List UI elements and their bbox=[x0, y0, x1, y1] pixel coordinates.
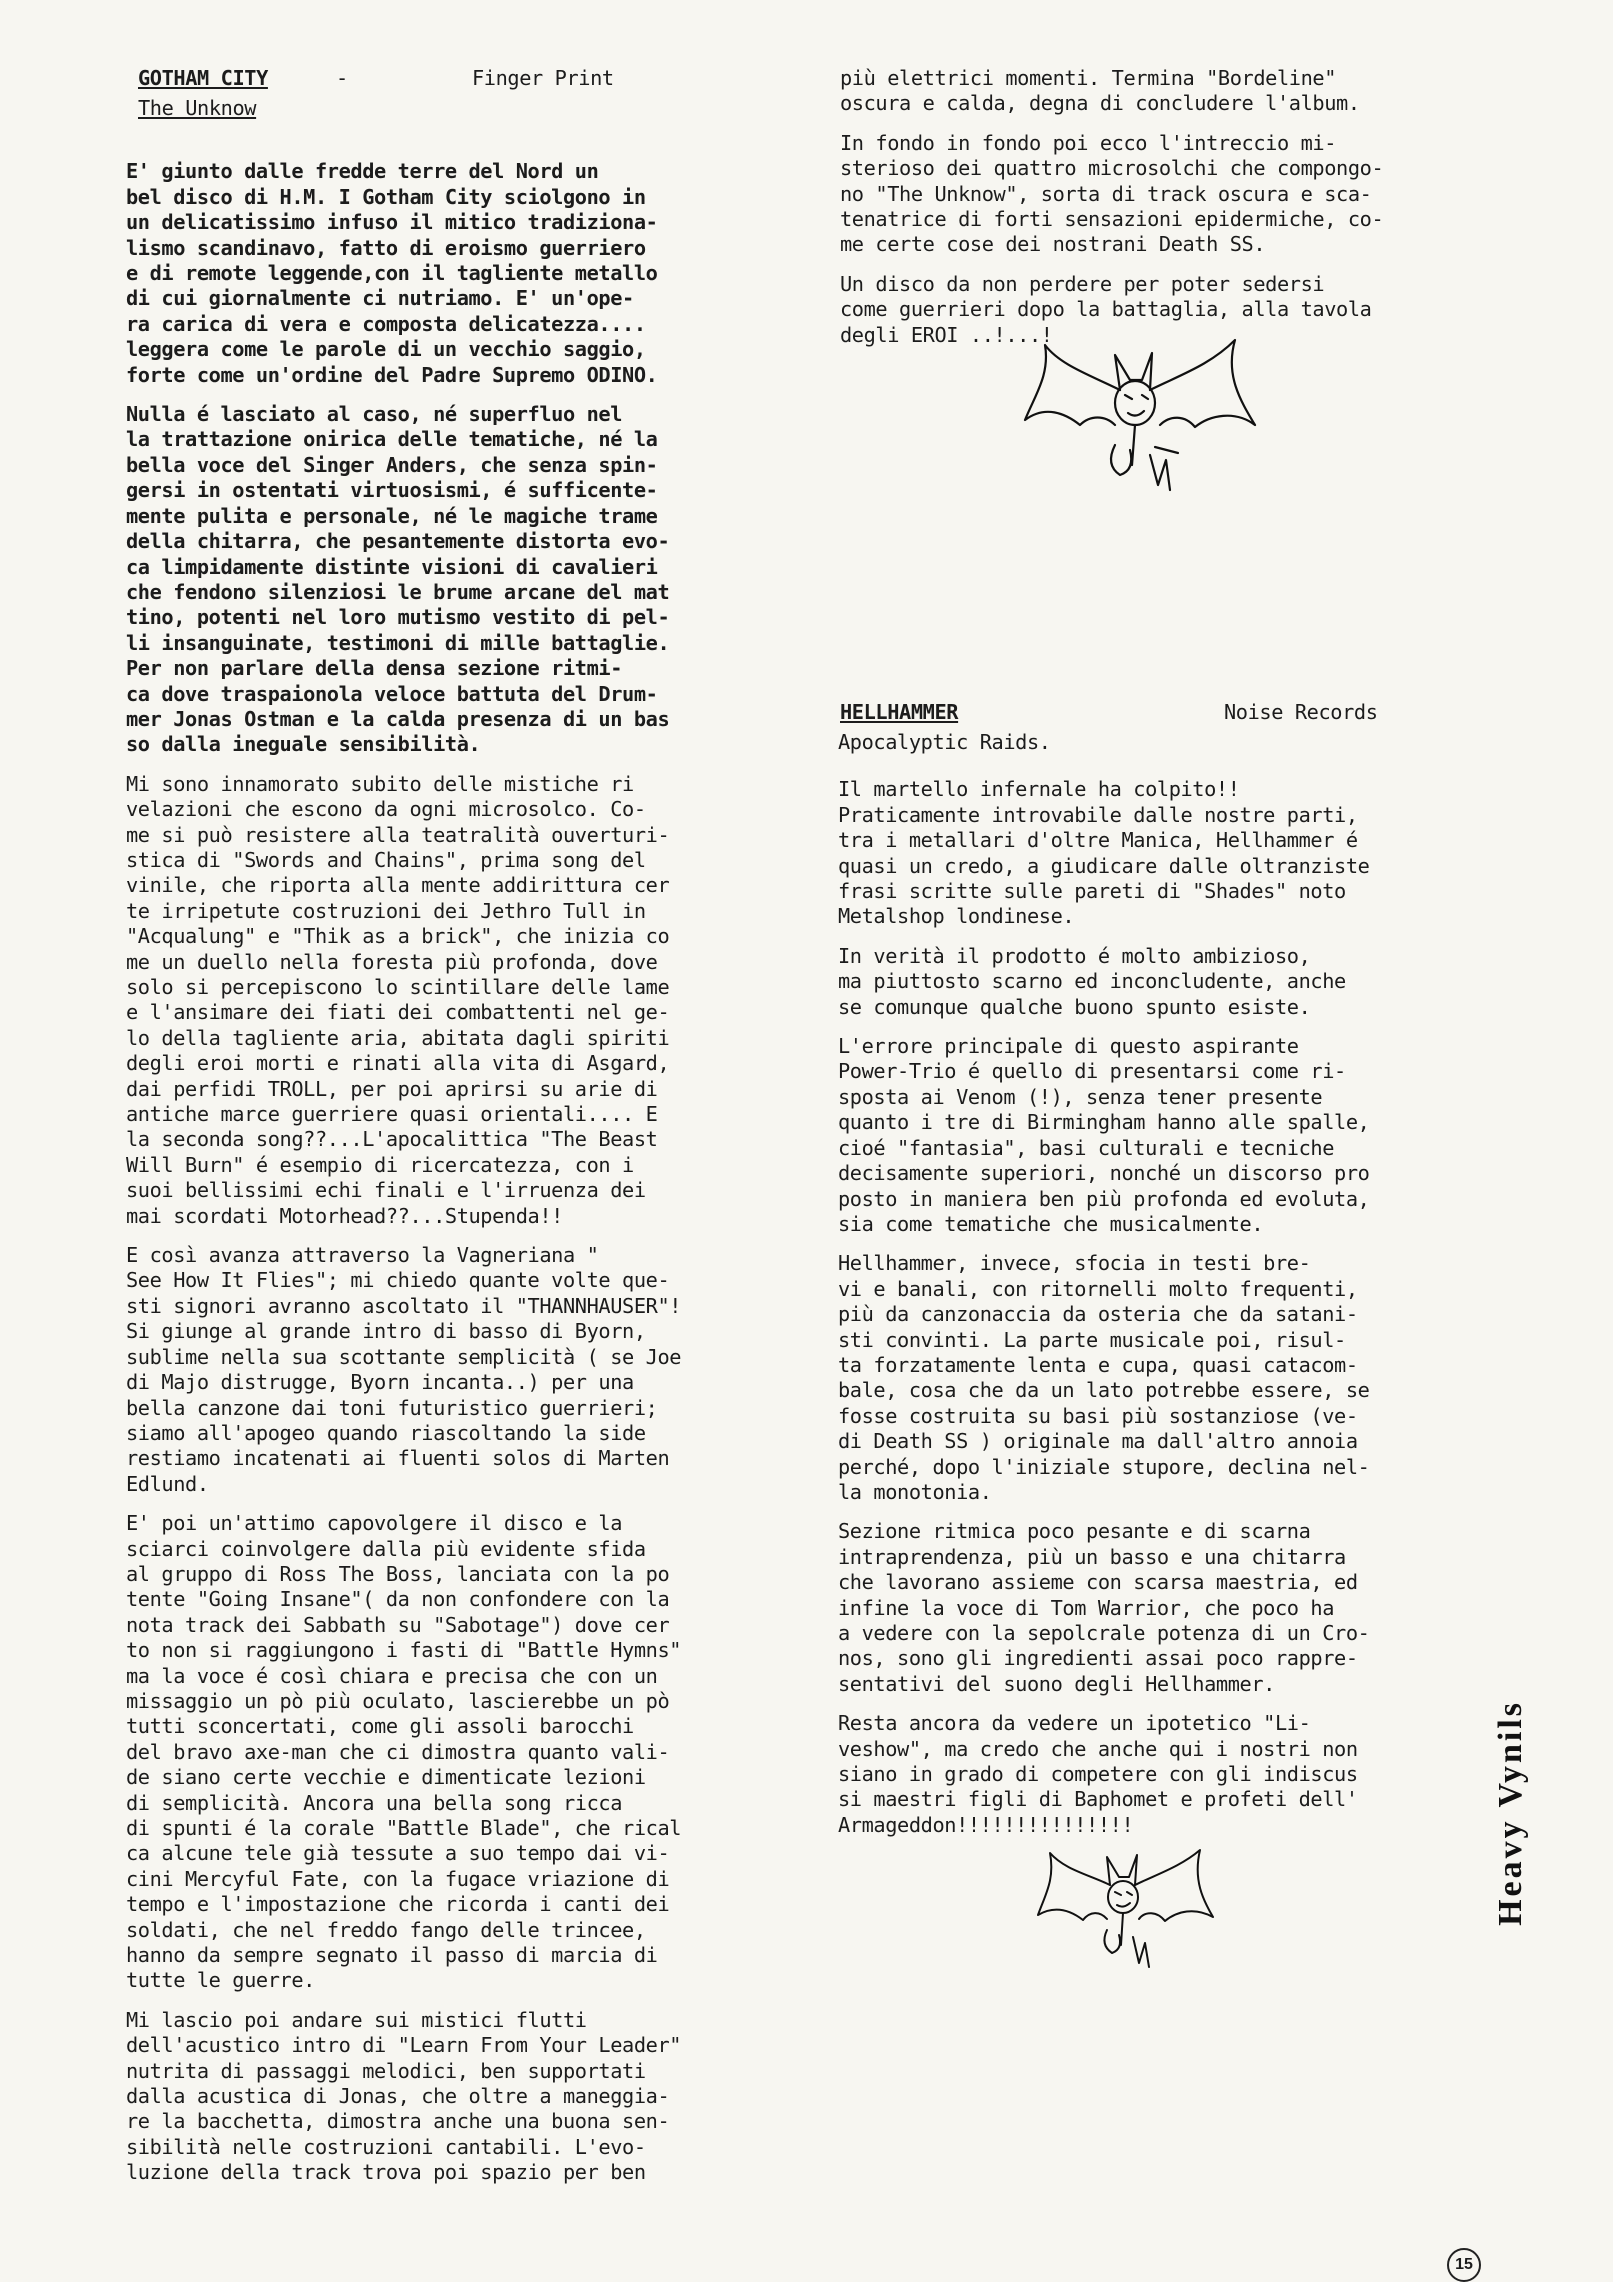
review-gotham-city-continued bbox=[840, 66, 1470, 362]
review-header bbox=[838, 700, 1468, 726]
header-dash: - bbox=[336, 66, 348, 90]
bat-signature-drawing bbox=[1020, 335, 1260, 505]
album-title: The Unknow bbox=[138, 96, 257, 120]
section-title-vertical: Heavy Vynils bbox=[1492, 1700, 1529, 1926]
review-gotham-city bbox=[126, 66, 766, 2200]
paragraph: Mi sono innamorato subito delle mistiche ri velazioni che escono da ogni microsolco. Co- me si può resistere alla teatralità ouverturi- stica di "Swords and Chains", prima song del vinile, che riporta alla mente addirittura cer te irripetute costruzioni dei Jethro Tull in "Acqualung" e "Thik as a brick", che inizia co me un duello nella foresta più profonda, dove solo si percepiscono lo scintillare delle lame e l'ansimare dei fiati dei combattenti nel ge- lo della tagliente aria, abitata dagli spiriti degli eroi morti e rinati alla vita di Asgard, dai perfidi TROLL, per poi aprirsi su arie di antiche marce guerriere quasi orientali.... E la seconda song??...L'apocalittica "The Beast Will Burn" é esempio di ricercatezza, con i suoi bellissimi echi finali e l'irruenza dei mai scordati Motorhead??...Stupenda!! bbox=[126, 771, 670, 1228]
paragraph: In fondo in fondo poi ecco l'intreccio mi- sterioso dei quattro microsolchi che compongo- no "The Unknow", sorta di track oscura e sca- tenatrice di forti sensazioni epidermiche, co- me certe cose dei nostrani Death SS. bbox=[840, 130, 1384, 257]
paragraph: Sezione ritmica poco pesante e di scarna intraprendenza, più un basso e una chitarra che lavorano assieme con scarsa maestria, ed infine la voce di Tom Warrior, che poco ha a vedere con la sepolcrale potenza di un Cro- nos, sono gli ingredienti assai poco rappre- sentativi del suono degli Hellhammer. bbox=[838, 1519, 1370, 1696]
paragraph: Nulla é lasciato al caso, né superfluo nel la trattazione onirica delle tematiche, né la bella voce del Singer Anders, che senza spin- gersi in ostentati virtuosismi, é sufficente- mente pulita e personale, né le magiche trame della chitarra, che pesantemente distorta evo- ca limpidamente distinte visioni di cavalieri che fendono silenziosi le brume arcane del mat tino, potenti nel loro mutismo vestito di pel- li insanguinate, testimoni di mille battaglie. Per non parlare della densa sezione ritmi- ca dove traspaionola veloce battuta del Drum- mer Jonas Ostman e la calda presenza di un bas so dalla ineguale sensibilità. bbox=[126, 402, 670, 757]
record-label: Finger Print bbox=[472, 66, 614, 90]
paragraph: Mi lascio poi andare sui mistici flutti dell'acustico intro di "Learn From Your Leader" nutrita di passaggi melodici, ben supportati dalla acustica di Jonas, che oltre a maneggia- re la bacchetta, dimostra anche una buona sen- sibilità nelle costruzioni cantabili. L'evo- luzione della track trova poi spazio per ben bbox=[126, 2007, 682, 2185]
bat-signature-drawing bbox=[1035, 1845, 1215, 1995]
paragraph: E così avanza attraverso la Vagneriana " See How It Flies"; mi chiedo quante volte que- sti signori avranno ascoltato il "THANNHAUSER"! Si giunge al grande intro di basso di Byorn, sublime nella sua scottante semplicità ( se Joe di Majo distrugge, Byorn incanta..) per una bella canzone dai toni futuristico guerrieri; siamo all'apogeo quando riascoltando la side restiamo incatenati ai fluenti solos di Marten Edlund. bbox=[126, 1243, 682, 1496]
review-hellhammer bbox=[838, 700, 1468, 1852]
paragraph: Resta ancora da vedere un ipotetico "Li- veshow", ma credo che anche qui i nostri non siano in grado di competere con gli indiscus si maestri figli di Baphomet e profeti dell' Armageddon!!!!!!!!!!!!!!! bbox=[838, 1711, 1358, 1837]
review-header bbox=[126, 66, 766, 92]
paragraph: L'errore principale di questo aspirante Power-Trio é quello di presentarsi come ri- sposta ai Venom (!), senza tener presente quanto i tre di Birmingham hanno alle spalle, cioé "fantasia", basi culturali e tecniche decisamente superiori, nonché un discorso pro posto in maniera ben più profonda ed evoluta, sia come tematiche che musicalmente. bbox=[838, 1034, 1370, 1236]
paragraph: In verità il prodotto é molto ambizioso, ma piuttosto scarno ed inconcludente, anche se comunque qualche buono spunto esiste. bbox=[838, 943, 1346, 1019]
paragraph: E' giunto dalle fredde terre del Nord un bel disco di H.M. I Gotham City sciolgono in un delicatissimo infuso il mitico tradiziona- lismo scandinavo, fatto di eroismo guerriero e di remote leggende,con il tagliente metallo di cui giornalmente ci nutriamo. E' un'ope- ra carica di vera e composta delicatezza.... leggera come le parole di un vecchio saggio, forte come un'ordine del Padre Supremo ODINO. bbox=[126, 159, 658, 387]
record-label: Noise Records bbox=[1224, 700, 1378, 724]
album-title: Apocalyptic Raids. bbox=[838, 730, 1051, 754]
band-name: GOTHAM CITY bbox=[138, 66, 268, 90]
paragraph: Un disco da non perdere per poter sedersi come guerrieri dopo la battaglia, alla tavola degli EROI ..!...! bbox=[840, 271, 1372, 347]
paragraph: E' poi un'attimo capovolgere il disco e la sciarci coinvolgere dalla più evidente sfida al gruppo di Ross The Boss, lanciata con la po tente "Going Insane"( da non confondere con la nota track dei Sabbath su "Sabotage") dove cer to non si raggiungono i fasti di "Battle Hymns" ma la voce é così chiara e precisa che con un missaggio un pò più oculato, lascierebbe un pò tutti sconcertati, come gli assoli barocchi del bravo axe-man che ci dimostra quanto vali- de siano certe vecchie e dimenticate lezioni di semplicità. Ancora una bella song ricca di spunti é la corale "Battle Blade", che rical ca alcune tele già tessute a suo tempo dai vi- cini Mercyful Fate, con la fugace vriazione di tempo e l'impostazione che ricorda i canti dei soldati, che nel freddo fango delle trincee, hanno da sempre segnato il passo di marcia di tutte le guerre. bbox=[126, 1511, 682, 1993]
band-name: HELLHAMMER bbox=[840, 700, 959, 724]
paragraph: Il martello infernale ha colpito!! Praticamente introvabile dalle nostre parti, tra i metallari d'oltre Manica, Hellhammer é quasi un credo, a giudicare dalle oltranziste frasi scritte sulle pareti di "Shades" noto Metalshop londinese. bbox=[838, 777, 1370, 929]
paragraph: più elettrici momenti. Termina "Bordeline" oscura e calda, degna di concludere l'album. bbox=[840, 66, 1360, 116]
page-number: 15 bbox=[1447, 2248, 1481, 2282]
paragraph: Hellhammer, invece, sfocia in testi bre- vi e banali, con ritornelli molto frequenti, più da canzonaccia da osteria che da satani- sti convinti. La parte musicale poi, risul- ta forzatamente lenta e cupa, quasi catacom- bale, cosa che da un lato potrebbe essere, se fosse costruita su basi più sostanziose (ve- di Death SS ) originale ma dall'altro annoia perché, dopo l'iniziale stupore, declina nel- la monotonia. bbox=[838, 1251, 1370, 1504]
